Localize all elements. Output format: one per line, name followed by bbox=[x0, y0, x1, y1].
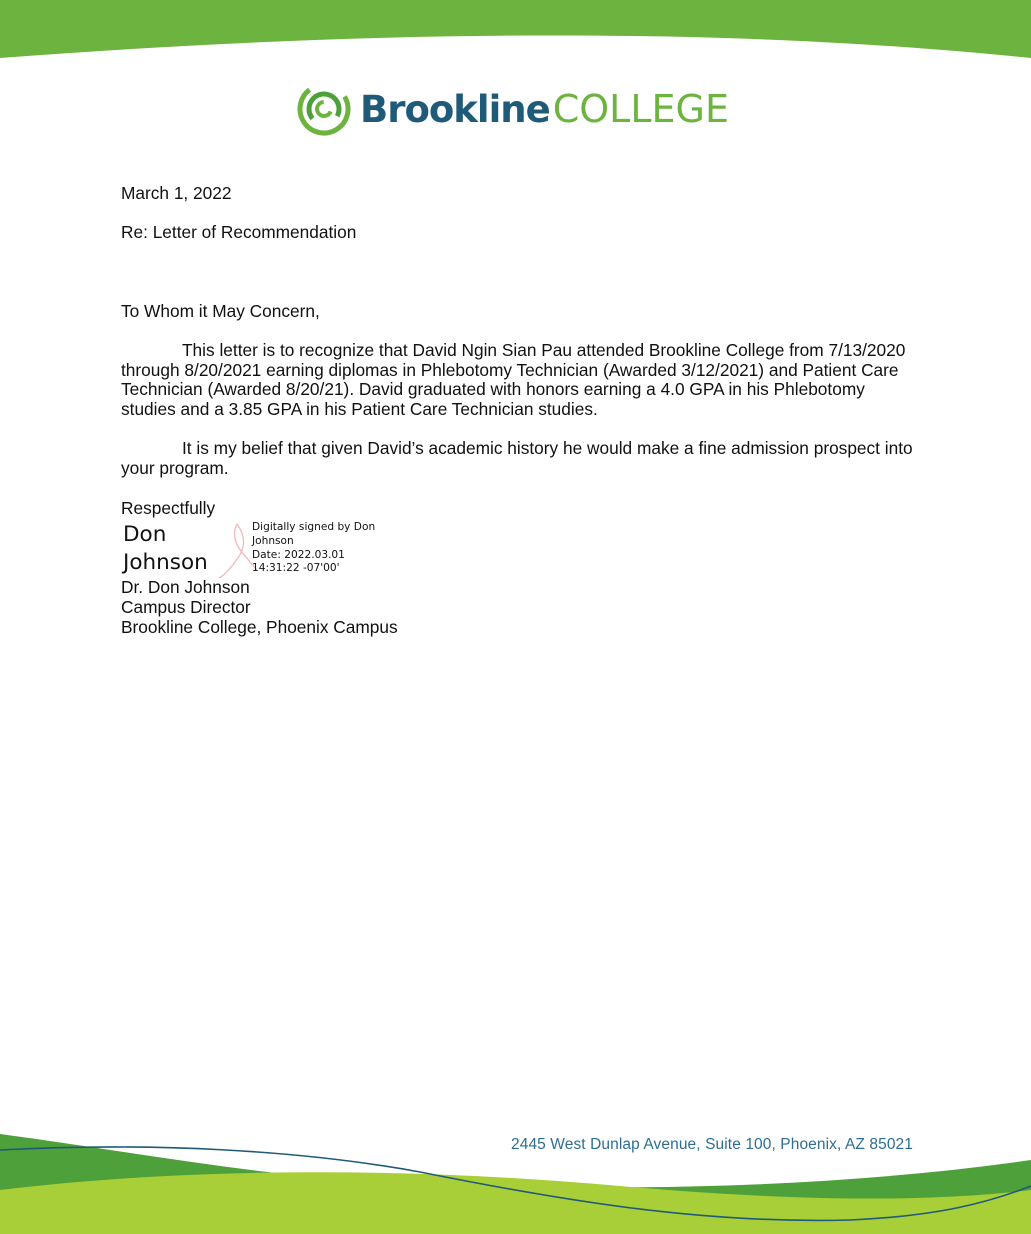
signer-title: Campus Director bbox=[121, 597, 251, 617]
signer-block bbox=[121, 577, 398, 637]
signature-last-name: Johnson bbox=[123, 550, 208, 575]
footer-address: 2445 West Dunlap Avenue, Suite 100, Phoenix, AZ 85021 bbox=[511, 1136, 913, 1153]
footer-wave bbox=[0, 1120, 1031, 1234]
logo-swirl-icon bbox=[296, 82, 352, 136]
digital-signature[interactable] bbox=[121, 518, 421, 580]
signature-meta-line: Johnson bbox=[252, 534, 294, 547]
signature-meta-line: 14:31:22 -07'00' bbox=[252, 562, 340, 575]
signature-meta-line: Date: 2022.03.01 bbox=[252, 548, 345, 561]
letter-subject: Re: Letter of Recommendation bbox=[121, 222, 357, 242]
signature-first-name: Don bbox=[123, 522, 167, 547]
signer-name: Dr. Don Johnson bbox=[121, 577, 250, 597]
letter-closing: Respectfully bbox=[121, 498, 216, 518]
letter-date: March 1, 2022 bbox=[121, 183, 232, 203]
signer-organization: Brookline College, Phoenix Campus bbox=[121, 617, 398, 637]
signature-details bbox=[252, 521, 375, 576]
logo-college-text: COLLEGE bbox=[552, 87, 729, 131]
letter-paragraph-2: It is my belief that given David’s academic history he would make a fine admission prospect into your program. bbox=[121, 438, 913, 478]
logo-brand-text: Brookline bbox=[360, 87, 550, 131]
letter-paragraph-1: This letter is to recognize that David Ngin Sian Pau attended Brookline College from 7/13/2020 through 8/20/2021 earning diplomas in Phlebotomy Technician (Awarded 3/12/2021) and Patient Care Technician (Awarded 8/20/21). David graduated with honors earning a 4.0 GPA in his Phlebotomy studies and a 3.85 GPA in his Patient Care Technician studies. bbox=[121, 340, 906, 420]
header-wave bbox=[0, 0, 1031, 70]
signature-meta-line: Digitally signed by Don bbox=[252, 521, 376, 533]
letter-salutation: To Whom it May Concern, bbox=[121, 301, 320, 321]
signature-stamp-icon bbox=[217, 522, 257, 578]
college-logo bbox=[296, 82, 729, 136]
